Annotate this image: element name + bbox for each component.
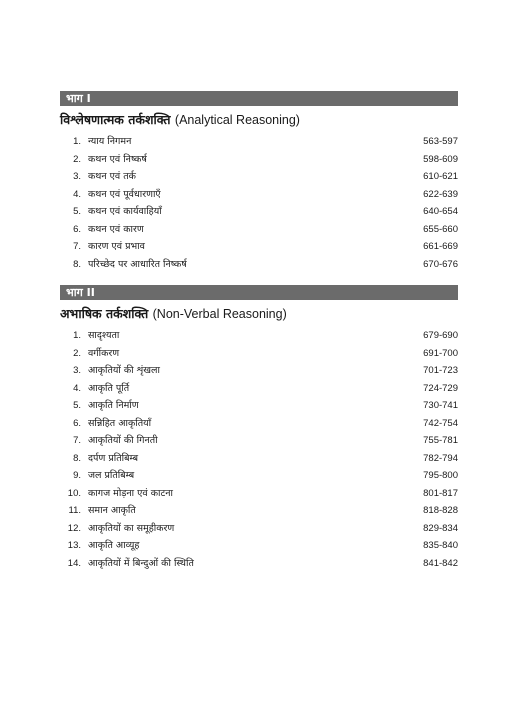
- item-label: आकृति निर्माण: [88, 400, 139, 411]
- item-number: 7.: [73, 435, 81, 446]
- toc-row: [60, 151, 458, 169]
- item-pages: 563-597: [423, 136, 458, 147]
- item-number: 5.: [73, 206, 81, 217]
- item-label: समान आकृति: [88, 505, 136, 516]
- part-1-list: [60, 133, 458, 273]
- toc-row: [60, 415, 458, 433]
- item-label: आकृति पूर्ति: [88, 382, 130, 394]
- item-number: 6.: [73, 223, 81, 235]
- toc-row: [60, 186, 458, 204]
- item-pages: 622-639: [423, 188, 458, 200]
- part-1-title-hindi: विश्लेषणात्मक तर्कशक्ति: [60, 112, 171, 127]
- item-number: 3.: [73, 365, 81, 376]
- item-pages: 795-800: [423, 470, 458, 481]
- toc-row: [60, 432, 458, 450]
- toc-row: [60, 485, 458, 503]
- item-pages: 640-654: [423, 206, 458, 217]
- item-label: वर्गीकरण: [88, 347, 120, 359]
- item-label: आकृतियों में बिन्दुओं की स्थिति: [88, 557, 194, 569]
- toc-row: [60, 397, 458, 415]
- item-number: 7.: [73, 241, 81, 252]
- toc-row: [60, 203, 458, 221]
- item-label: आकृतियों की शृंखला: [88, 365, 160, 376]
- toc-row: [60, 537, 458, 555]
- item-pages: 610-621: [423, 171, 458, 182]
- part-2-title: [60, 306, 458, 322]
- item-pages: 670-676: [423, 258, 458, 270]
- item-label: कागज मोड़ना एवं काटना: [88, 487, 173, 499]
- toc-row: [60, 238, 458, 256]
- toc-row: [60, 345, 458, 363]
- item-number: 10.: [67, 487, 81, 499]
- part-1-title: [60, 112, 458, 128]
- item-number: 13.: [67, 540, 81, 551]
- part-2-header-bar: भाग II: [60, 285, 458, 300]
- item-label: आकृतियों का समूहीकरण: [88, 522, 175, 534]
- part-1-header-bar: भाग I: [60, 91, 458, 106]
- item-label: आकृतियों की गिनती: [88, 435, 158, 446]
- item-number: 12.: [67, 522, 81, 534]
- item-number: 5.: [73, 400, 81, 411]
- item-label: जल प्रतिबिम्ब: [88, 470, 135, 481]
- item-number: 8.: [73, 258, 81, 270]
- item-pages: 841-842: [423, 557, 458, 569]
- item-number: 11.: [68, 505, 81, 516]
- part-1-title-english: (Analytical Reasoning): [174, 113, 300, 127]
- toc-row: [60, 467, 458, 485]
- item-label: कारण एवं प्रभाव: [88, 241, 145, 252]
- toc-row: [60, 380, 458, 398]
- toc-row: [60, 555, 458, 573]
- item-pages: 782-794: [423, 452, 458, 464]
- item-number: 2.: [73, 347, 81, 359]
- item-label: कथन एवं पूर्वधारणाएँ: [88, 188, 161, 200]
- item-label: परिच्छेद पर आधारित निष्कर्ष: [88, 258, 187, 270]
- toc-row: [60, 327, 458, 345]
- item-label: कथन एवं निष्कर्ष: [88, 153, 147, 165]
- item-pages: 818-828: [423, 505, 458, 516]
- item-pages: 691-700: [423, 347, 458, 359]
- toc-row: [60, 362, 458, 380]
- item-pages: 742-754: [423, 417, 458, 429]
- item-number: 4.: [73, 188, 81, 200]
- toc-row: [60, 450, 458, 468]
- part-2-title-english: (Non-Verbal Reasoning): [152, 307, 287, 321]
- item-pages: 730-741: [423, 400, 458, 411]
- item-label: आकृति आव्यूह: [88, 540, 140, 551]
- toc-row: [60, 256, 458, 274]
- part-1-section: [60, 91, 458, 273]
- item-pages: 701-723: [423, 365, 458, 376]
- item-pages: 661-669: [423, 241, 458, 252]
- item-pages: 679-690: [423, 330, 458, 341]
- item-number: 9.: [73, 470, 81, 481]
- item-pages: 829-834: [423, 522, 458, 534]
- item-number: 6.: [73, 417, 81, 429]
- item-number: 1.: [73, 136, 81, 147]
- toc-row: [60, 221, 458, 239]
- item-number: 2.: [73, 153, 81, 165]
- item-number: 8.: [73, 452, 81, 464]
- toc-row: [60, 133, 458, 151]
- item-number: 1.: [73, 330, 81, 341]
- item-pages: 755-781: [423, 435, 458, 446]
- item-pages: 724-729: [423, 382, 458, 394]
- part-2-title-hindi: अभाषिक तर्कशक्ति: [60, 306, 149, 321]
- item-number: 3.: [73, 171, 81, 182]
- item-pages: 598-609: [423, 153, 458, 165]
- item-pages: 801-817: [423, 487, 458, 499]
- item-number: 14.: [67, 557, 81, 569]
- item-pages: 655-660: [423, 223, 458, 235]
- item-label: सादृश्यता: [88, 330, 120, 341]
- toc-row: [60, 168, 458, 186]
- part-2-section: [60, 285, 458, 572]
- item-label: सन्निहित आकृतियाँ: [88, 417, 152, 429]
- item-label: कथन एवं कार्यवाहियाँ: [88, 206, 162, 217]
- item-label: कथन एवं कारण: [88, 223, 144, 235]
- toc-row: [60, 520, 458, 538]
- part-2-list: [60, 327, 458, 572]
- item-label: दर्पण प्रतिबिम्ब: [88, 452, 139, 464]
- item-number: 4.: [73, 382, 81, 394]
- item-pages: 835-840: [423, 540, 458, 551]
- toc-row: [60, 502, 458, 520]
- item-label: कथन एवं तर्क: [88, 171, 136, 182]
- item-label: न्याय निगमन: [88, 136, 132, 147]
